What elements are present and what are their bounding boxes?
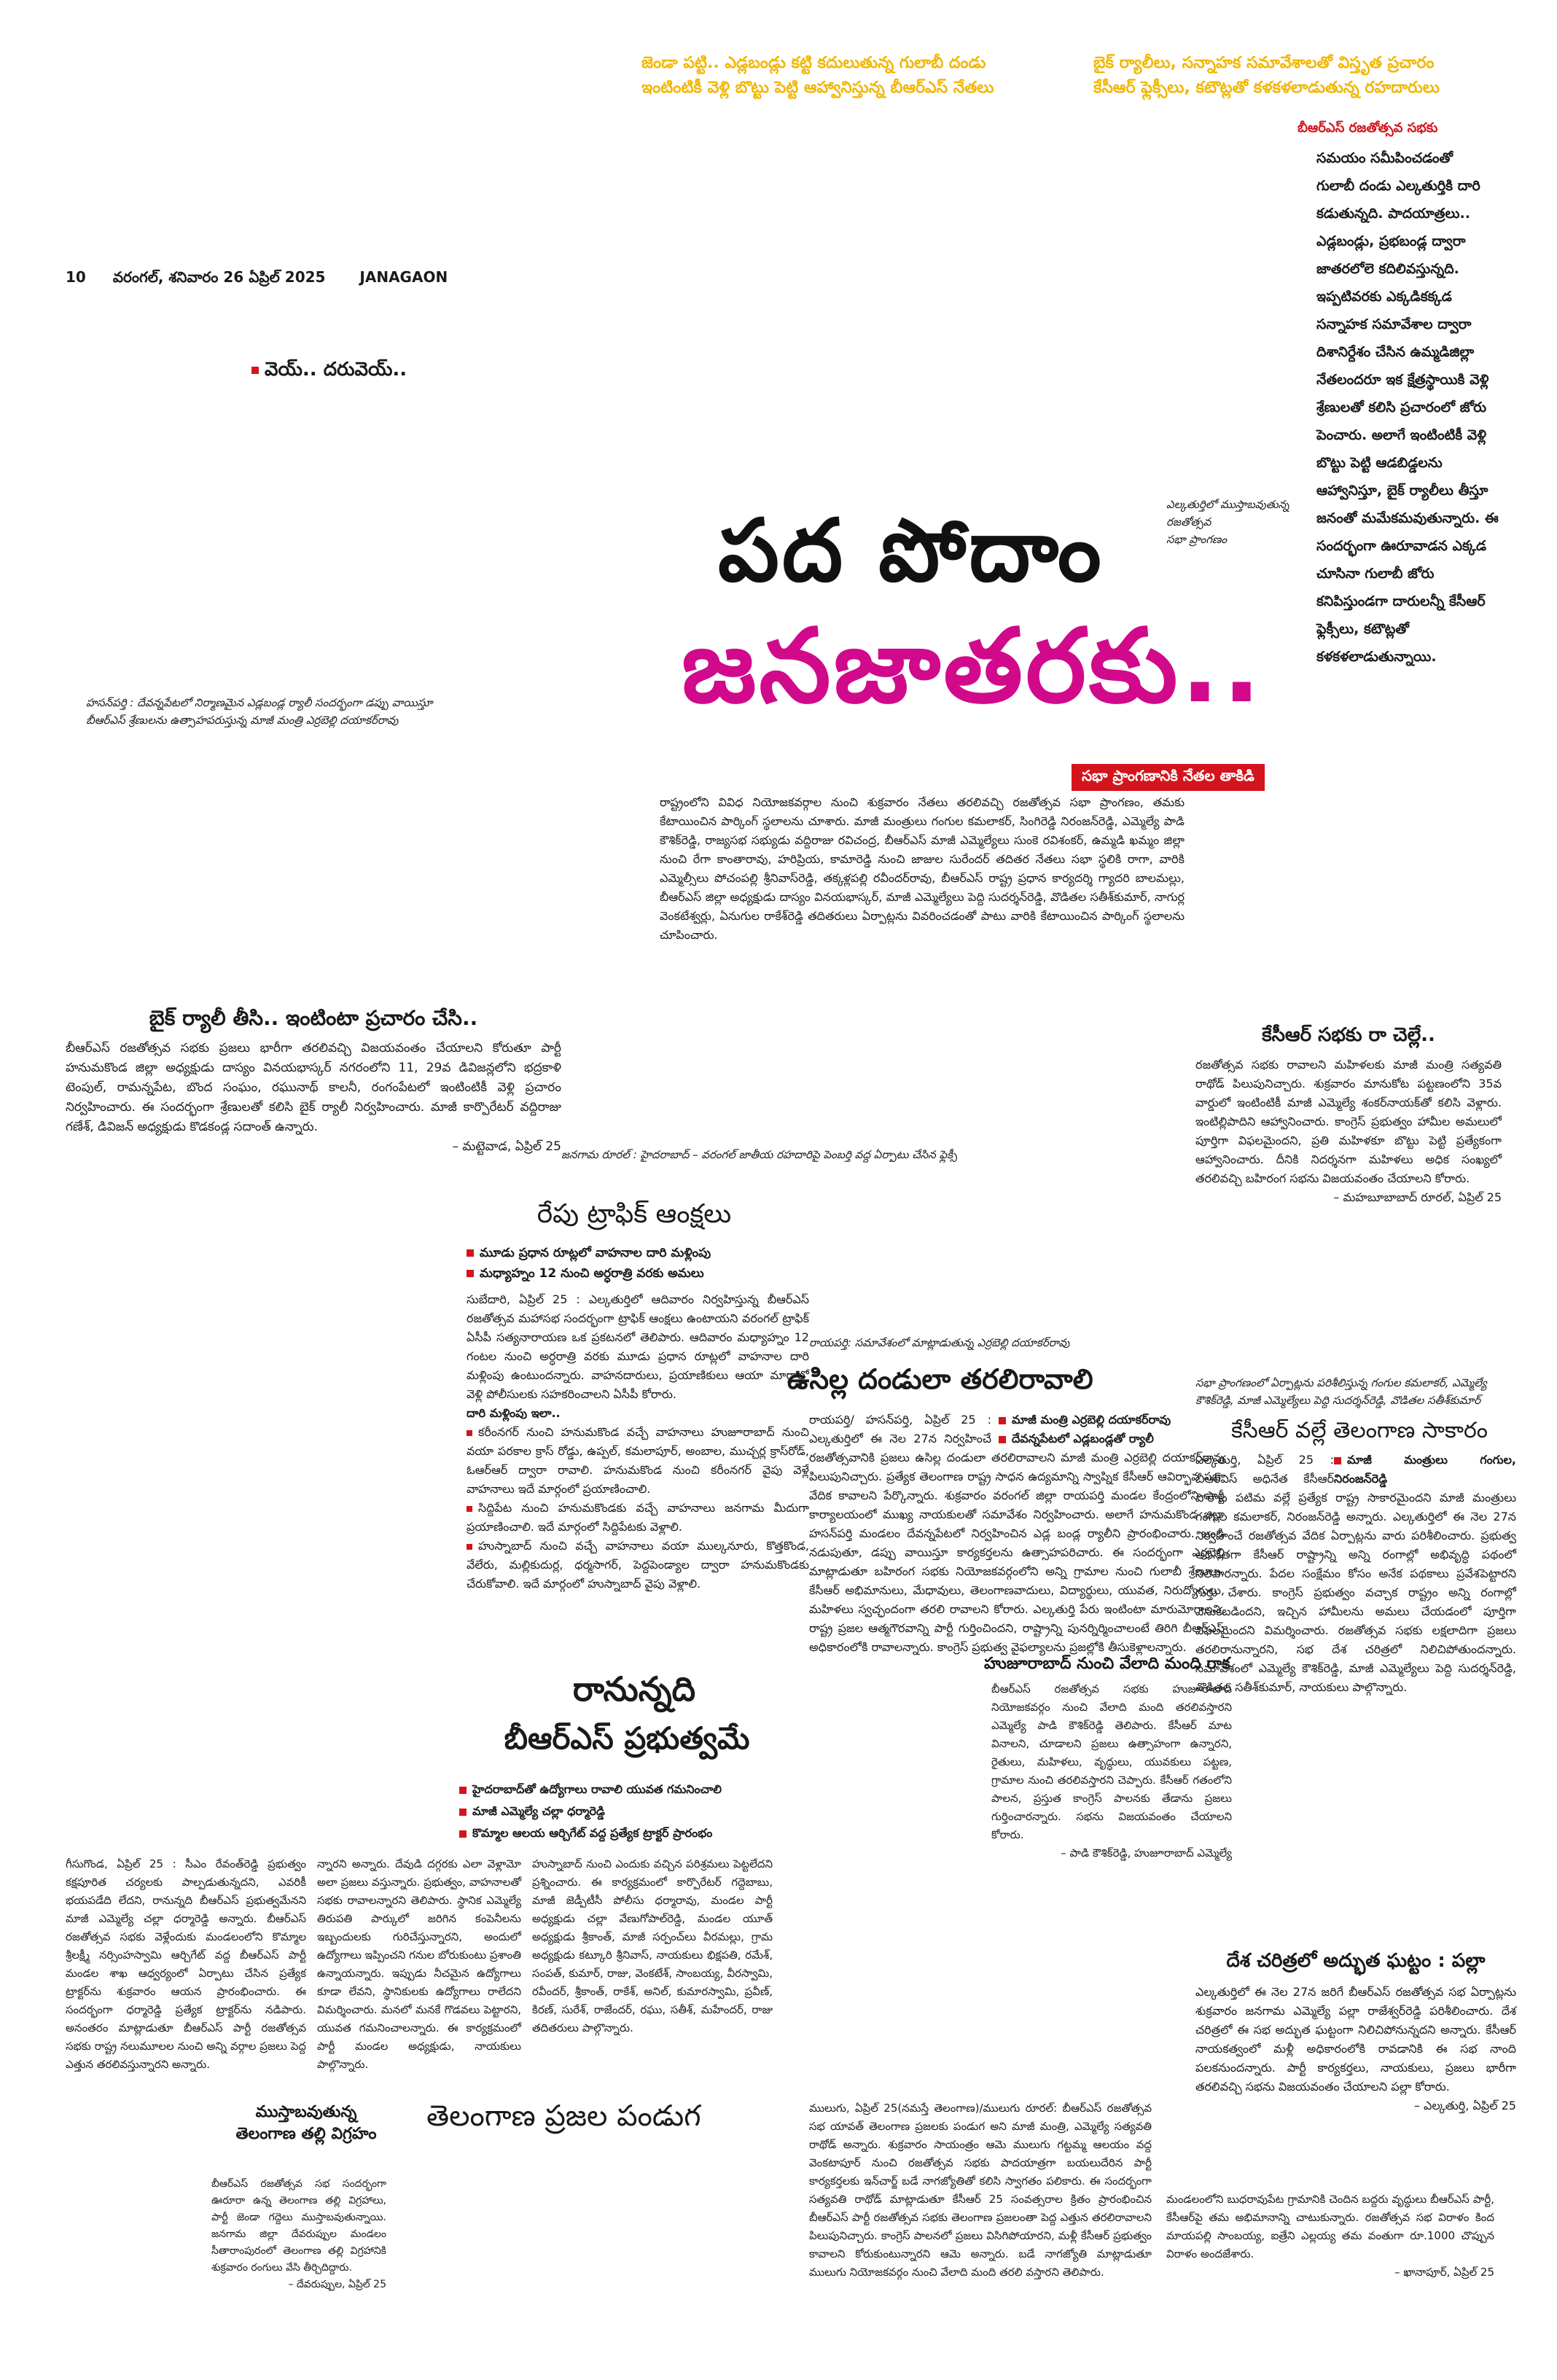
caption-line: రజతోత్సవ — [1166, 515, 1211, 528]
sidebar-line: జనంతో మమేకమవుతున్నారు. ఈ — [1316, 510, 1499, 526]
traffic-bullets — [467, 1243, 809, 1284]
sidebar-line: ఎడ్లబండ్లు, ప్రభబండ్ల ద్వారా — [1316, 233, 1466, 249]
sabha-body-text: రాష్ట్రంలోని వివిధ నియోజకవర్గాల నుంచి శుక్రవారం నేతలు తరలివచ్చి రజతోత్సవ సభా ప్రాంగణం, తమకు కేటాయించిన పార్కింగ్ స్థలాలను చూశారు. మాజీ మంత్రులు గంగుల కమలాకర్, సింగిరెడ్డి నిరంజన్‌రెడ్డి, ఎమ్మెల్యే పాడి కౌశిక్‌రెడ్డి, రాజ్యసభ సభ్యుడు వద్దిరాజు రవిచంద్ర, బీఆర్ఎస్ మాజీ ఎమ్మెల్యేలు సుంకె రవిశంకర్, ఉమ్మడి ఖమ్మం జిల్లా నుంచి రేగా కాంతారావు, హరిప్రియ, కామారెడ్డి నుంచి జాజుల సురేందర్ తదితర నేతలు సభా స్థలికి రాగా, వారికి ఎమ్మెల్సీలు పోచంపల్లి శ్రీనివాస్‌రెడ్డి, తక్కళ్లపల్లి రవీందర్‌రావు, బీఆర్ఎస్ రాష్ట్ర ప్రధాన కార్యదర్శి గ్యాదరి బాలమల్లు, బీఆర్ఎస్ జిల్లా అధ్యక్షుడు దాస్యం వినయభాస్కర్, మాజీ ఎమ్మెల్యేలు పెద్ది సుదర్శన్‌రెడ్డి, వొడితల సతీశ్‌కుమార్, నాగుర్ల వెంకటేశ్వర్లు, ఏనుగుల రాకేశ్‌రెడ్డి తదితరులు ఏర్పాట్లను వివరించడంతో పాటు వారికి కేటాయించిన పార్కింగ్ స్థలాలను చూపించారు. — [660, 795, 1185, 942]
kcr-sabha-body — [1195, 1056, 1502, 1207]
errabelli-text: రాయపర్తి/ హసన్‌పర్తి, ఏప్రిల్ 25 : ఎల్కతుర్తిలో ఈ నెల 27న నిర్వహించే రజతోత్సవానికి ప్రజలు ఉసిల్ల దండులా తరలిరావాలని మాజీ మంత్రి ఎర్రబెల్లి దయాకర్‌రావు పిలుపునిచ్చారు. ప్రత్యేక తెలంగాణ రాష్ట్ర సాధన ఉద్యమాన్ని స్వాప్నిక కేసీఆర్ ఆవిర్భావ సభా వేదిక కావాలని పేర్కొన్నారు. శుక్రవారం వరంగల్ జిల్లా రాయపర్తి మండల కేంద్రంలోని పార్టీ కార్యాలయంలో ముఖ్య నాయకులతో సమావేశం నిర్వహించారు. అలాగే హనుమకొండ జిల్లా హసన్‌పర్తి మండలం దేవన్నపేటలో నిర్వహించిన ఎడ్ల బండ్ల ర్యాలీని ప్రారంభించారు. బండి నడుపుతూ, డప్పు వాయిస్తూ కార్యకర్తలను ఉత్సాహపరిచారు. ఈ సందర్భంగా ఎర్రబెల్లి మాట్లాడుతూ బహిరంగ సభకు నియోజకవర్గంలోని అన్ని గ్రామాల నుంచి గులాబీ శ్రేణులు, కేసీఆర్ అభిమానులు, మేధావులు, తెలంగాణవాదులు, విద్యార్థులు, యువత, నిరుద్యోగులు, మహిళలు స్వచ్ఛందంగా తరలి రావాలని కోరారు. ఎల్కతుర్తి పేరు ఇంటింటా మారుమోగాలని, రాష్ట్ర ప్రజల ఆత్మగౌరవాన్ని పార్టీ గుర్తించిందని, రాష్ట్రాన్ని పునర్నిర్మించాలంటే తిరిగి బీఆర్ఎస్ అధికారంలోకి రావాలన్నారు. కాంగ్రెస్ ప్రభుత్వ వైఫల్యాలను ప్రజల్లోకి తీసుకెళ్లాలన్నారు. — [809, 1413, 1225, 1654]
page-number: 10 — [66, 268, 86, 286]
raanunnadi-col2 — [317, 1855, 521, 2074]
sabha-title-text: సభా ప్రాంగణానికి నేతల తాకిడి — [1082, 767, 1254, 784]
sidebar-text — [1298, 144, 1531, 671]
desa-charitra-body — [1195, 1983, 1516, 2115]
sakaram-body — [1195, 1451, 1516, 1697]
sidebar-line: పెంచారు. అలాగే ఇంటింటికీ వెళ్లి — [1316, 427, 1487, 443]
teaser-line: జెండా పట్టి.. ఎడ్లబండ్లు కట్టి కదులుతున్న గులాబీ దండు — [641, 54, 986, 72]
sidebar-line: కడుతున్నది. పాదయాత్రలు.. — [1316, 206, 1470, 222]
errabelli-bullet: మాజీ మంత్రి ఎర్రబెల్లి దయాకర్‌రావు — [999, 1411, 1225, 1429]
top-teaser-left — [641, 51, 1050, 101]
pandaga-body — [809, 2099, 1152, 2282]
bike-rally-title: బైక్ ర్యాలీ తీసి.. ఇంటింటా ప్రచారం చేసి.. — [149, 1006, 478, 1030]
sidebar-line: సన్నాహక సమావేశాల ద్వారా — [1316, 316, 1472, 332]
photo-caption-center: జనగామ రూరల్ : హైదరాబాద్ – వరంగల్ జాతీయ రహదారిపై పెంబర్తి వద్ద ఏర్పాటు చేసిన ఫ్లెక్సీ — [561, 1148, 958, 1161]
huzurabad-body — [991, 1680, 1232, 1862]
headline-line1: పద పోదాం — [718, 500, 1104, 601]
mustabu-title-line: తెలంగాణ తల్లి విగ్రహం — [235, 2125, 377, 2143]
dateline: – పాడి కౌశిక్‌రెడ్డి, హుజూరాబాద్ ఎమ్మెల్యే — [1061, 1846, 1232, 1860]
caption-line: సభా ప్రాంగణం — [1166, 533, 1228, 546]
errabelli-body — [809, 1411, 1225, 1657]
mustabu-title-line: ముస్తాబవుతున్న — [255, 2103, 357, 2121]
sidebar-line: ఆహ్వానిస్తూ, బైక్ ర్యాలీలు తీస్తూ — [1316, 483, 1488, 499]
caption-line: ఎల్కతుర్తిలో ముస్తాబవుతున్న — [1166, 498, 1289, 511]
pandaga-text: ములుగు, ఏప్రిల్ 25(నమస్తే తెలంగాణ)/ములుగు రూరల్: బీఆర్ఎస్ రజతోత్సవ సభ యావత్ తెలంగాణ ప్రజలకు పండుగ అని మాజీ మంత్రి, ఎమ్మెల్యే సత్యవతి రాథోడ్ అన్నారు. శుక్రవారం సాయంత్రం ఆమె ములుగు గట్టమ్మ ఆలయం వద్ద వెంకటాపూర్ నుంచి రజతోత్సవ సభకు పాదయాత్రగా బయలుదేరిన పార్టీ కార్యకర్తలకు ఇన్‌చార్జ్ బడే నాగజ్యోతితో కలిసి స్వాగతం పలికారు. ఈ సందర్భంగా సత్యవతి రాథోడ్ మాట్లాడుతూ కేసీఆర్ 25 సంవత్సరాల క్రితం ప్రారంభించిన బీఆర్ఎస్ పార్టీ రజతోత్సవ సభకు తెలంగాణ ప్రజలంతా పెద్ద ఎత్తున తరలిరావాలని పిలుపునిచ్చారు. కాంగ్రెస్ పాలనలో ప్రజలు విసిగిపోయారని, మళ్లీ కేసీఆర్ ప్రభుత్వం కావాలని కోరుకుంటున్నారని ఆమె అన్నారు. బడే నాగజ్యోతి మాట్లాడుతూ ములుగు నియోజకవర్గం నుంచి వేలాది మంది తరలి వస్తారని తెలిపారు. — [809, 2102, 1152, 2279]
dateline: – ఎల్కతుర్తి, ఏప్రిల్ 25 — [1413, 2099, 1516, 2112]
errabelli-bullet: దేవన్నపేటలో ఎడ్లబండ్లతో ర్యాలీ — [999, 1429, 1225, 1448]
sidebar-label: బీఆర్ఎస్ రజతోత్సవ సభకు — [1298, 120, 1438, 136]
sabha-photo-caption — [1166, 496, 1298, 548]
teaser-line: ఇంటింటికీ వెళ్లి బొట్టు పెట్టి ఆహ్వానిస్తున్న బీఆర్ఎస్ నేతలు — [641, 79, 994, 97]
mustabu-body — [211, 2176, 386, 2293]
traffic-point: కరీంనగర్ నుంచి హనుమకొండ వచ్చే వాహనాలు హుజూరాబాద్ నుంచి వయా పరకాల క్రాస్ రోడ్డు, ఉప్పల్, కమలాపూర్, అంబాల, ముచ్చర్ల క్రాస్‌రోడ్, ఓఆర్‌ఆర్ ద్వారా రావాలి. హనుమకొండ నుంచి కరీంనగర్ వైపు వెళ్లే వాహనాలు ఇదే మార్గంలో ప్రయాణించాలి. — [467, 1425, 809, 1496]
traffic-point: సిద్దిపేట నుంచి హనుమకొండకు వచ్చే వాహనాలు జనగామ మీదుగా ప్రయాణించాలి. ఇదే మార్గంలో సిద్దిపేటకు వెళ్లాలి. — [467, 1501, 809, 1534]
dateline: – ఖానాపూర్, ఏప్రిల్ 25 — [1394, 2266, 1494, 2279]
sidebar-line: ఇప్పటివరకు ఎక్కడికక్కడ — [1316, 289, 1452, 305]
kanapur-body — [1166, 2190, 1494, 2282]
teaser-line: బైక్ ర్యాలీలు, సన్నాహక సమావేశాలతో విస్తృత ప్రచారం — [1093, 54, 1435, 72]
page-header — [66, 268, 576, 289]
raanunnadi-bullets — [459, 1779, 838, 1844]
huzurabad-text: బీఆర్ఎస్ రజతోత్సవ సభకు హుజూరాబాద్ నియోజకవర్గం నుంచి వేలాది మంది తరలివస్తారని ఎమ్మెల్యే పాడి కౌశిక్‌రెడ్డి తెలిపారు. కేసీఆర్ మాట వినాలని, చూడాలని ప్రజలు ఉత్సాహంగా ఉన్నారని, రైతులు, మహిళలు, వృద్ధులు, యువకులు పట్టణ, గ్రామాల నుంచి తరలివస్తారని చెప్పారు. కేసీఆర్ గతంలోని పాలన, ప్రస్తుత కాంగ్రెస్ పాలనకు తేడాను ప్రజలు గుర్తించారన్నారు. సభను విజయవంతం చేయాలని కోరారు. — [991, 1682, 1232, 1841]
raanunnadi-title2: బీఆర్ఎస్ ప్రభుత్వమే — [504, 1720, 750, 1756]
kicker-bullet — [251, 367, 259, 374]
raanunnadi-bullet: మాజీ ఎమ్మెల్యే చల్లా ధర్మారెడ్డి — [459, 1800, 838, 1822]
sidebar-line: కళకళలాడుతున్నాయి. — [1316, 649, 1437, 665]
bike-rally-body — [66, 1039, 561, 1157]
traffic-bullet: మధ్యాహ్నం 12 నుంచి అర్ధరాత్రి వరకు అమలు — [467, 1263, 809, 1284]
errabelli-title: ఉసిల్ల దండులా తరలిరావాలి — [787, 1363, 1093, 1395]
pandaga-title: తెలంగాణ ప్రజల పండుగ — [426, 2099, 701, 2133]
sakaram-caption: సభా ప్రాంగణంలో ఏర్పాట్లను పరిశీలిస్తున్న గంగుల కమలాకర్, ఎమ్మెల్యే కౌశిక్‌రెడ్డి, మాజీ ఎమ్మెల్యేలు పెద్ది సుదర్శన్‌రెడ్డి, వొడితల సతీశ్‌కుమార్ — [1195, 1376, 1487, 1407]
caption-line: హసన్‌పర్తి : దేవన్నపేటలో నిర్మాణమైన ఎడ్లబండ్ల ర్యాలీ సందర్భంగా డప్పు వాయిస్తూ — [86, 696, 433, 709]
sidebar-line: ఫ్లెక్సీలు, కటౌట్లతో — [1316, 621, 1409, 637]
sidebar-line: దిశానిర్దేశం చేసిన ఉమ్మడిజిల్లా — [1316, 344, 1475, 360]
dateline: – మట్టెవాడ, ఏప్రిల్ 25 — [452, 1139, 561, 1154]
sidebar-line: కనిపిస్తుండగా దారులన్నీ కేసీఆర్ — [1316, 593, 1486, 609]
raanunnadi-bullet: కొమ్మాల ఆలయ ఆర్చిగేట్ వద్ద ప్రత్యేక ట్రాక్టర్ ప్రారంభం — [459, 1822, 838, 1844]
bike-rally-text: బీఆర్ఎస్ రజతోత్సవ సభకు ప్రజలు భారీగా తరలివచ్చి విజయవంతం చేయాలని కోరుతూ పార్టీ హనుమకొండ జిల్లా అధ్యక్షుడు దాస్యం వినయభాస్కర్ నగరంలోని 11, 29వ డివిజన్లలోని భద్రకాళి టెంపుల్, రామన్నపేట, బొంద సంఘం, రఘునాథ్ కాలనీ, రంగంపేటలో ఇంటింటికీ వెళ్లి ప్రచారం నిర్వహించారు. ఈ సందర్భంగా శ్రేణులతో కలిసి బైక్ ర్యాలీ నిర్వహించారు. మాజీ కార్పొరేటర్ వద్దిరాజు గణేశ్, డివిజన్ అధ్యక్షుడు కొడకండ్ల సదాంత్ ఉన్నారు. — [66, 1041, 561, 1134]
traffic-text: సుబేదారి, ఏప్రిల్ 25 : ఎల్కతుర్తిలో ఆదివారం నిర్వహిస్తున్న బీఆర్ఎస్ రజతోత్సవ మహాసభ సందర్భంగా ట్రాఫిక్ ఆంక్షలు ఉంటాయని వరంగల్ ట్రాఫిక్ ఏసీపీ సత్యనారాయణ ఒక ప్రకటనలో తెలిపారు. ఆదివారం మధ్యాహ్నం 12 గంటల నుంచి అర్ధరాత్రి వరకు మూడు ప్రధాన రూట్లలో వాహనాల దారి మళ్లింపు ఉంటుందన్నారు. వాహనదారులు, ప్రయాణికులు ఆయా మార్గాల్లో వెళ్లి పోలీసులకు సహకరించాలని ఏసీపీ కోరారు. — [467, 1292, 809, 1401]
sidebar-line: జాతరలోలె కదిలివస్తున్నది. — [1316, 261, 1459, 277]
mustabu-title — [197, 2103, 415, 2147]
traffic-bullet: మూడు ప్రధాన రూట్లలో వాహనాల దారి మళ్లింపు — [467, 1243, 809, 1263]
top-teaser-right — [1093, 51, 1531, 101]
errabelli-caption: రాయపర్తి: సమావేశంలో మాట్లాడుతున్న ఎర్రబెల్లి దయాకర్‌రావు — [809, 1336, 1070, 1349]
kicker-text: వెయ్.. దరువెయ్.. — [265, 359, 407, 381]
kcr-sabha-text: రజతోత్సవ సభకు రావాలని మహిళలకు మాజీ మంత్రి సత్యవతి రాథోడ్ పిలుపునిచ్చారు. శుక్రవారం మానుకోట పట్టణంలోని 35వ వార్డులో ఇంటింటికీ మాజీ ఎమ్మెల్యే శంకర్‌నాయక్‌తో కలిసి వెళ్లారు. ఇంటిల్లిపాదిని ఆహ్వానించారు. కాంగ్రెస్ ప్రభుత్వం హామీల అమలులో పూర్తిగా విఫలమైందని, ప్రతి మహిళకూ బొట్టు పెట్టి ప్రత్యేకంగా ఆహ్వానించారు. దీనికి నిదర్శనగా మహిళలు అధిక సంఖ్యలో తరలివచ్చి బహిరంగ సభను విజయవంతం చేయాలని కోరారు. — [1195, 1058, 1502, 1185]
traffic-body — [467, 1290, 809, 1593]
photo-caption-left — [86, 694, 523, 729]
sabha-story-title — [1072, 764, 1265, 791]
huzurabad-title: హుజూరాబాద్ నుంచి వేలాది మంది రాక — [984, 1655, 1230, 1673]
raanunnadi-col1 — [66, 1855, 306, 2074]
raanunnadi-text: న్నారని అన్నారు. దేవుడి దగ్గరకు ఎలా వెళ్లామో అలా ప్రజలు వస్తున్నారు. ప్రభుత్వం, వాహనాలతో సభకు రావాలన్నారని తెలిపారు. స్థానిక ఎమ్మెల్యే తిరుపతి పార్కులో జరిగిన కంపెనీలను ఇబ్బందులకు గురిచేస్తున్నారని, అందులో ఉద్యోగాలు ఇప్పించని గనుల బోరుకుంటు ప్రశాంతి ఉన్నాయన్నారు. ఇప్పుడు నీచమైన ఉద్యోగాలు కూడా లేవని, స్థానికులకు ఉద్యోగాలు రాలేదని విమర్శించారు. మనలో మనకే గొడవలు పెట్టారని, యువత గమనించాలన్నారు. ఈ కార్యక్రమంలో పార్టీ మండల అధ్యక్షుడు, నాయకులు పాల్గొన్నారు. — [317, 1857, 521, 2071]
dateline: – దేవరుప్పుల, ఏప్రిల్ 25 — [288, 2279, 386, 2290]
sidebar-line: సందర్భంగా ఊరూవాడన ఎక్కడ — [1316, 538, 1487, 554]
caption-line: బీఆర్ఎస్ శ్రేణులను ఉత్సాహపరుస్తున్న మాజీ మంత్రి ఎర్రబెల్లి దయాకర్‌రావు — [86, 714, 399, 727]
raanunnadi-col3 — [532, 1855, 773, 2037]
sidebar-line: చూసినా గులాబీ జోరు — [1316, 566, 1435, 582]
sidebar-line: శ్రేణులతో కలిసి ప్రచారంలో జోరు — [1316, 399, 1487, 415]
sidebar-line: బొట్టు పెట్టి ఆడబిడ్డలను — [1316, 455, 1443, 471]
raanunnadi-text: గీసుగొండ, ఏప్రిల్ 25 : సీఎం రేవంత్‌రెడ్డి ప్రభుత్వం కక్షపూరిత చర్యలకు పాల్పడుతున్నదని, ఎవరికీ భయపడేది లేదని, రానున్నది బీఆర్ఎస్ ప్రభుత్వమేనని మాజీ ఎమ్మెల్యే చల్లా ధర్మారెడ్డి అన్నారు. బీఆర్ఎస్ రజతోత్సవ సభకు వెళ్లేందుకు మండలంలోని కొమ్మాల శ్రీలక్ష్మీ నర్సింహస్వామి ఆర్చిగేట్ వద్ద బీఆర్ఎస్ పార్టీ మండల శాఖ ఆధ్వర్యంలో ఏర్పాటు చేసిన ప్రత్యేక ట్రాక్టర్‌ను శుక్రవారం ఆయన ప్రారంభించారు. ఈ సందర్భంగా ధర్మారెడ్డి ప్రత్యేక ట్రాక్టర్‌ను నడిపారు. అనంతరం మాట్లాడుతూ బీఆర్ఎస్ పార్టీ రజతోత్సవ సభకు రాష్ట్ర నలుమూలల నుంచి అన్ని వర్గాల ప్రజలు పెద్ద ఎత్తున తరలివస్తున్నారని అన్నారు. — [66, 1857, 306, 2071]
kicker — [251, 359, 407, 385]
raanunnadi-title1: రానున్నది — [572, 1669, 696, 1709]
kcr-sabha-title: కేసీఆర్ సభకు రా చెల్లే.. — [1262, 1024, 1435, 1046]
desa-charitra-title: దేశ చరిత్రలో అద్భుత ఘట్టం : పల్లా — [1226, 1950, 1486, 1972]
traffic-title: రేపు ట్రాఫిక్ ఆంక్షలు — [536, 1199, 732, 1229]
sakaram-title: కేసీఆర్ వల్లే తెలంగాణ సాకారం — [1230, 1418, 1488, 1443]
edition-name: JANAGAON — [359, 268, 448, 286]
sidebar-line: సమయం సమీపించడంతో — [1316, 150, 1453, 166]
sakaram-text: ఎల్కతుర్తి, ఏప్రిల్ 25 : బీఆర్ఎస్ అధినేత కేసీఆర్ పోరాట పటిమ వల్లే ప్రత్యేక రాష్ట్ర సాకారమైందని మాజీ మంత్రులు గంగుల కమలాకర్, నిరంజన్‌రెడ్డి అన్నారు. ఎల్కతుర్తిలో ఈ నెల 27న నిర్వహించే రజతోత్సవ వేదిక ఏర్పాట్లను వారు పరిశీలించారు. ప్రభుత్వ అధినేతగా కేసీఆర్ రాష్ట్రాన్ని అన్ని రంగాల్లో అభివృద్ధి పథంలో నిలిపారన్నారు. పేదల సంక్షేమం కోసం అనేక పథకాలు ప్రవేశపెట్టారని గుర్తు చేశారు. కాంగ్రెస్ ప్రభుత్వం వచ్చాక రాష్ట్రం అన్ని రంగాల్లో వెనుకబడిందని, ఇచ్చిన హామీలను అమలు చేయడంలో పూర్తిగా విఫలమైందని విమర్శించారు. రజతోత్సవ సభకు లక్షలాదిగా ప్రజలు తరలిరానున్నారని, సభ దేశ చరిత్రలో నిలిచిపోతుందన్నారు. సమావేశంలో ఎమ్మెల్యే కౌశిక్‌రెడ్డి, మాజీ ఎమ్మెల్యేలు పెద్ది సుదర్శన్‌రెడ్డి, వొడితల సతీశ్‌కుమార్, నాయకులు పాల్గొన్నారు. — [1195, 1453, 1516, 1694]
sidebar-line: గులాబీ దండు ఎల్కతుర్తికి దారి — [1316, 178, 1480, 194]
desa-text: ఎల్కతుర్తిలో ఈ నెల 27న జరిగే బీఆర్ఎస్ రజతోత్సవ సభ ఏర్పాట్లను శుక్రవారం జనగామ ఎమ్మెల్యే పల్లా రాజేశ్వర్‌రెడ్డి పరిశీలించారు. దేశ చరిత్రలో ఈ సభ అద్భుత ఘట్టంగా నిలిచిపోనున్నదని అన్నారు. కేసీఆర్ నాయకత్వంలో మళ్లీ అధికారంలోకి రావడానికి ఈ సభ నాంది పలకనుందన్నారు. పార్టీ కార్యకర్తలు, నాయకులు, ప్రజలు భారీగా తరలివచ్చి సభను విజయవంతం చేయాలని పల్లా కోరారు. — [1195, 1985, 1516, 2094]
kanapur-text: మండలంలోని బుధరావుపేట గ్రామానికి చెందిన బద్దరు వృద్ధులు బీఆర్ఎస్ పార్టీ, కేసీఆర్‌పై తమ అభిమానాన్ని చాటుకున్నారు. రజతోత్సవ సభ విరాళం కింద మాయపల్లి సాంబయ్య, ఐత్రేని ఎల్లయ్య తమ వంతుగా రూ.1000 చొప్పున విరాళం అందజేశారు. — [1166, 2193, 1494, 2260]
errabelli-bullets — [999, 1411, 1225, 1448]
traffic-point: హుస్నాబాద్ నుంచి వచ్చే వాహనాలు వయా ముల్కనూరు, కొత్తకొండ, వేలేరు, మల్లికుదుర్ల, ధర్మసాగర్, పెద్దపెండ్యాల ద్వారా హనుమకొండకు చేరుకోవాలి. ఇదే మార్గంలో హుస్నాబాద్ వైపు వెళ్లాలి. — [467, 1539, 809, 1591]
date-line: వరంగల్, శనివారం 26 ఏప్రిల్ 2025 — [112, 268, 326, 286]
raanunnadi-text: హుస్నాబాద్ నుంచి ఎందుకు వచ్చిన పరిశ్రమలు పెట్టలేదని ప్రశ్నించారు. ఈ కార్యక్రమంలో కార్పొరేటర్ గద్దెబాబు, మాజీ జెడ్పీటీసీ పోలీసు ధర్మారావు, మండల పార్టీ అధ్యక్షుడు చల్లా వేణుగోపాల్‌రెడ్డి, మండల యూత్ అధ్యక్షుడు శ్రీకాంత్, మాజీ సర్పంచ్‌లు వీరమల్లు, గ్రామ అధ్యక్షుడు కట్కూరి శ్రీనివాస్, నాయకులు భిక్షపతి, రమేశ్, సంపత్, కుమార్, రాజు, వెంకటేశ్, సాంబయ్య, వీరస్వామి, రవీందర్, శ్రీకాంత్, రాకేశ్, అనిల్, కుమారస్వామి, ప్రవీణ్, కిరణ్, సురేశ్, రాజేందర్, రఘు, సతీశ్, మహేందర్, రాజు తదితరులు పాల్గొన్నారు. — [532, 1857, 773, 2034]
headline-line2: జనజాతరకు.. — [682, 607, 1264, 726]
right-sidebar — [1298, 120, 1531, 671]
mustabu-text: బీఆర్ఎస్ రజతోత్సవ సభ సందర్భంగా ఊరూరా ఉన్న తెలంగాణ తల్లి విగ్రహాలు, పార్టీ జెండా గద్దెలు ముస్తాబవుతున్నాయి. జనగామ జిల్లా దేవరుప్పుల మండలం సీతారాంపురంలో తెలంగాణ తల్లి విగ్రహానికి శుక్రవారం రంగులు వేసి తీర్చిదిద్దారు. — [211, 2178, 386, 2274]
raanunnadi-bullet: హైదరాబాద్‌తో ఉద్యోగాలు రావాలి యువత గమనించాలి — [459, 1779, 838, 1800]
dateline: – మహబూబాబాద్ రూరల్, ఏప్రిల్ 25 — [1333, 1190, 1502, 1204]
teaser-line: కేసీఆర్ ఫ్లెక్సీలు, కటౌట్లతో కళకళలాడుతున్న రహదారులు — [1093, 79, 1440, 97]
traffic-subhead: దారి మళ్లింపు ఇలా.. — [467, 1406, 561, 1420]
sidebar-line: నేతలందరూ ఇక క్షేత్రస్థాయికి వెళ్లి — [1316, 372, 1489, 388]
sabha-story-body — [660, 793, 1185, 945]
sakaram-bullet: మాజీ మంత్రులు గంగుల, నిరంజన్‌రెడ్డి — [1334, 1453, 1516, 1486]
